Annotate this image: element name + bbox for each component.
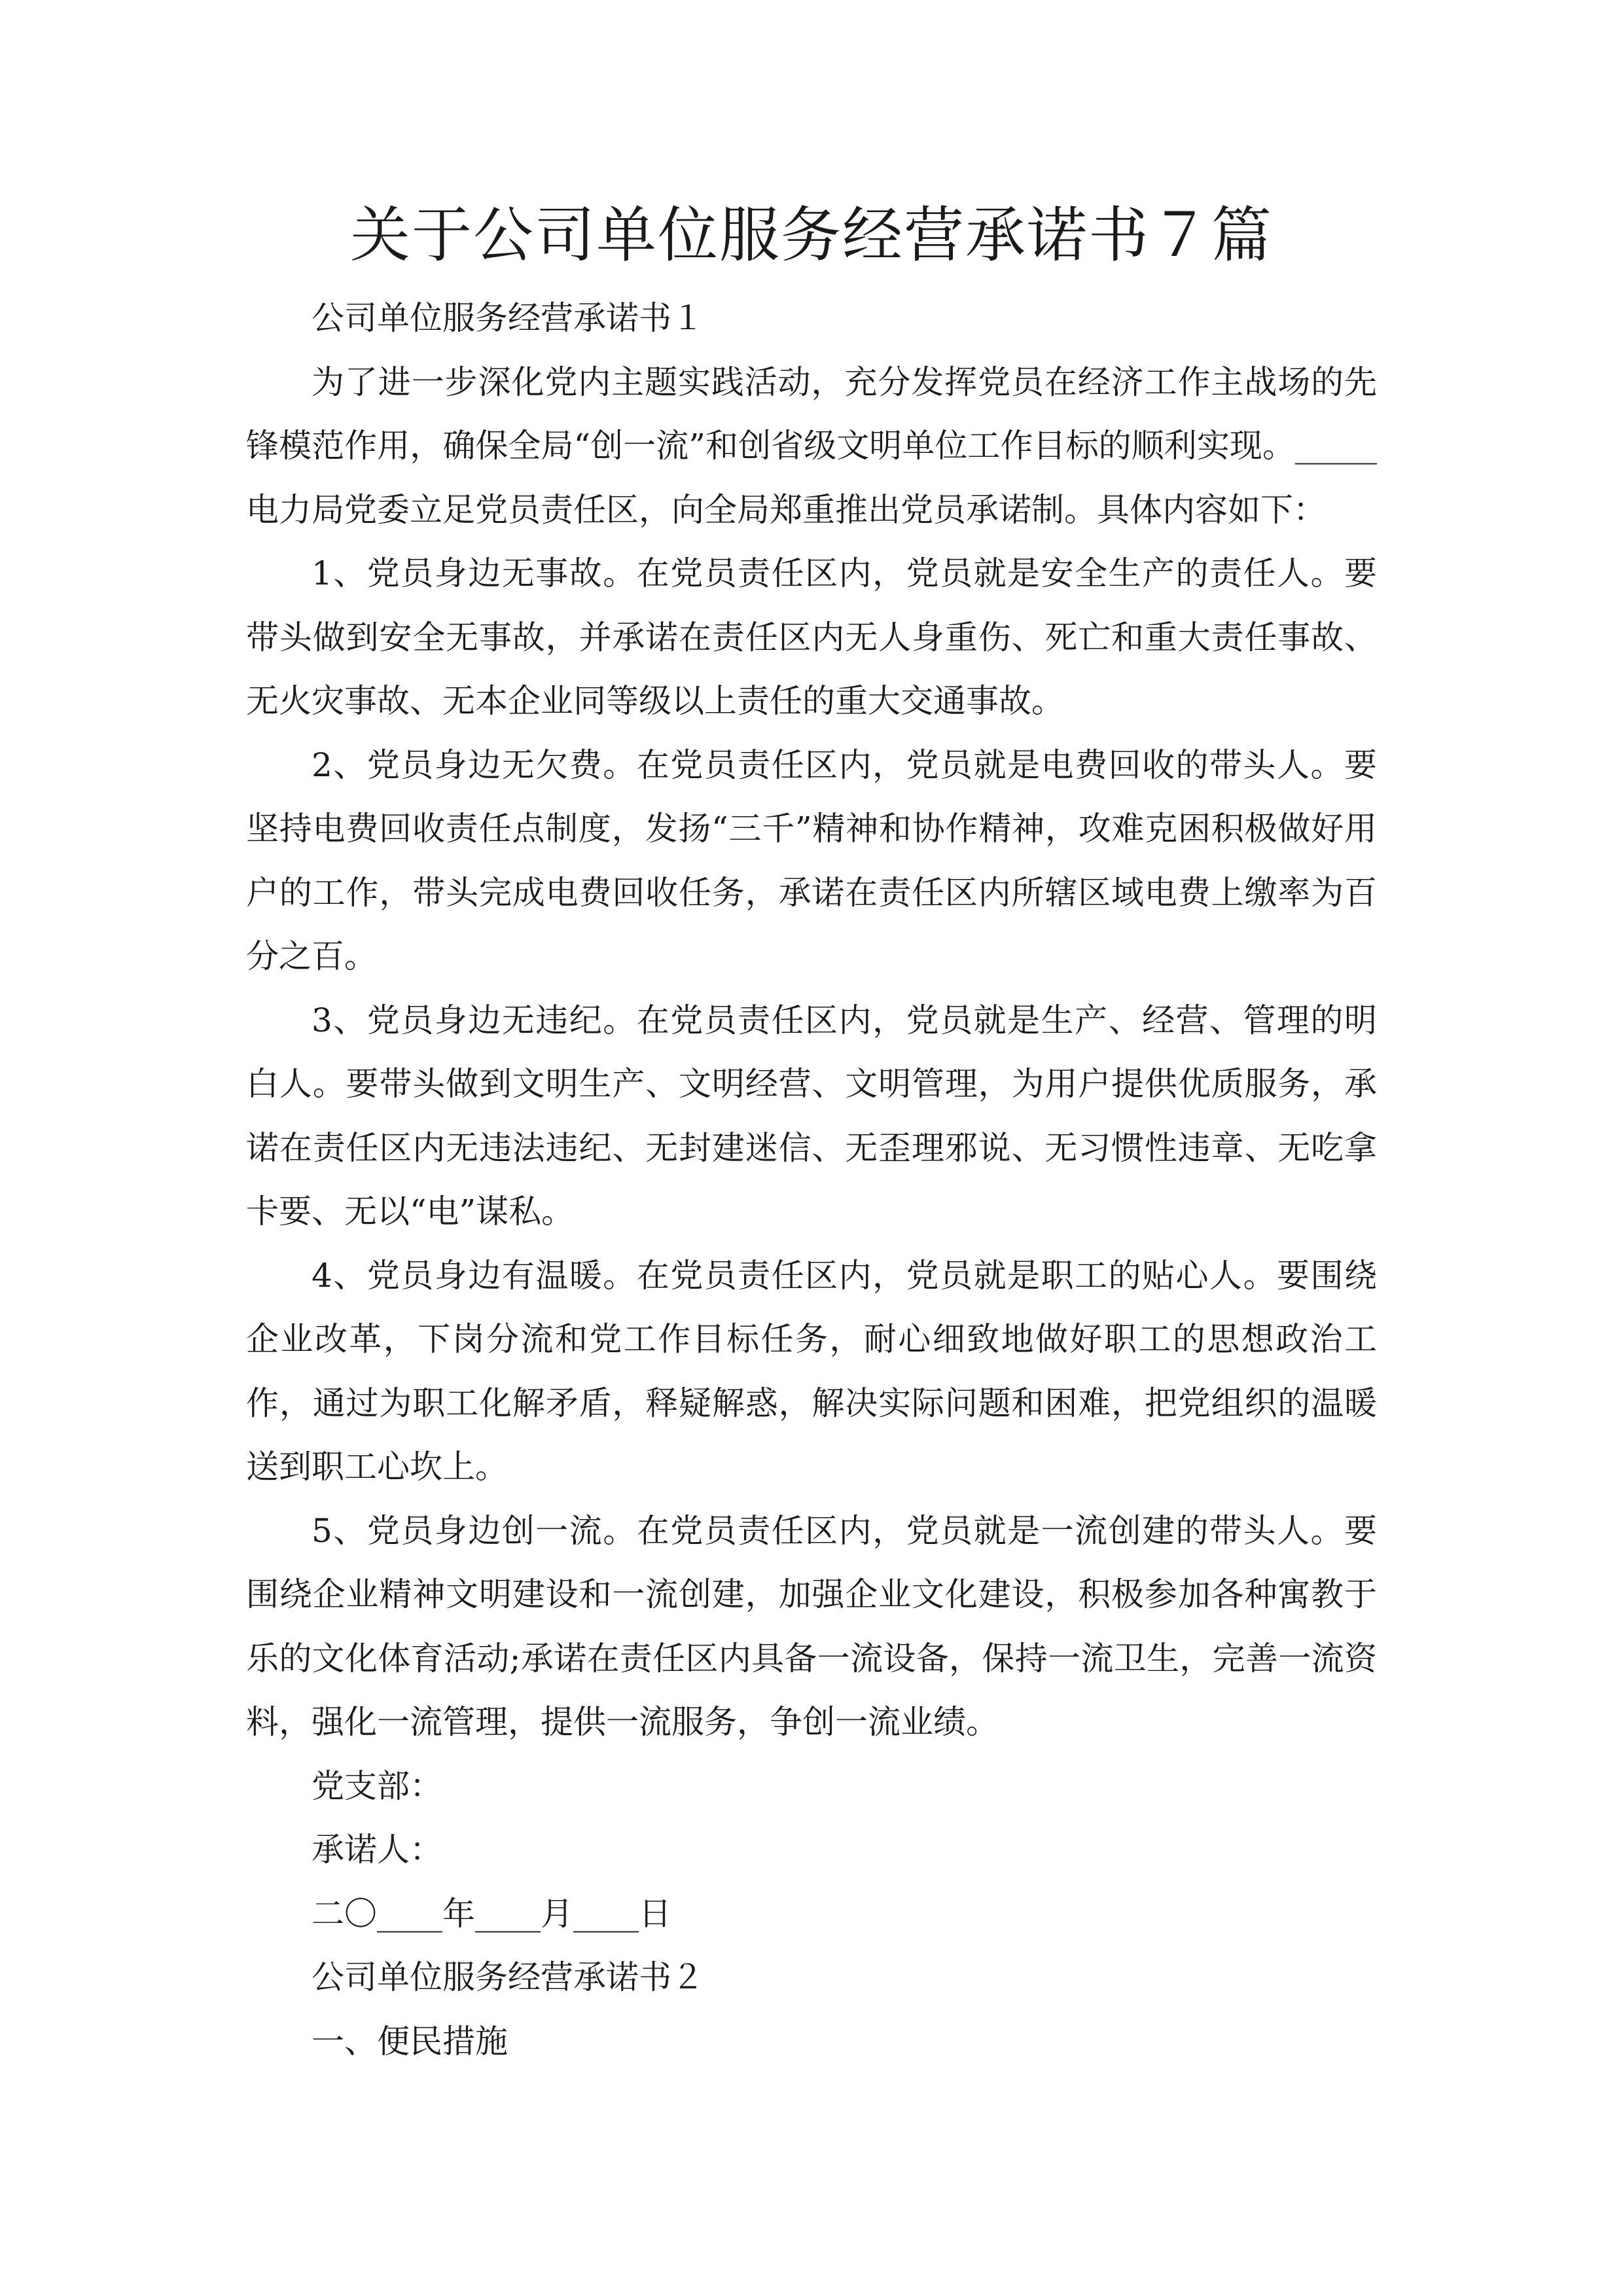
intro-paragraph: 为了进一步深化党内主题实践活动，充分发挥党员在经济工作主战场的先锋模范作用，确保全局“创一流”和创省级文明单位工作目标的顺利实现。_____电力局党委立足党员责任区，向全局郑重推出党员承诺制。具体内容如下： bbox=[246, 363, 1377, 529]
document-title: 关于公司单位服务经营承诺书７篇 bbox=[349, 200, 1273, 270]
commitment-item-1: 1、党员身边无事故。在党员责任区内，党员就是安全生产的责任人。要带头做到安全无事故，并承诺在责任区内无人身重伤、死亡和重大责任事故、无火灾事故、无本企业同等级以上责任的重大交通事故。 bbox=[246, 554, 1377, 720]
document-body bbox=[246, 287, 1377, 2073]
party-branch-line: 党支部： bbox=[312, 1767, 442, 1805]
subsection-heading-1: 一、便民措施 bbox=[312, 2022, 508, 2060]
date-line: 二〇____年____月____日 bbox=[312, 1894, 671, 1933]
commitment-item-3: 3、党员身边无违纪。在党员责任区内，党员就是生产、经营、管理的明白人。要带头做到文明生产、文明经营、文明管理，为用户提供优质服务，承诺在责任区内无违法违纪、无封建迷信、无歪理邪说、无习惯性违章、无吃拿卡要、无以“电”谋私。 bbox=[246, 1001, 1377, 1230]
commitment-item-4: 4、党员身边有温暖。在党员责任区内，党员就是职工的贴心人。要围绕企业改革，下岗分流和党工作目标任务，耐心细致地做好职工的思想政治工作，通过为职工化解矛盾，释疑解惑，解决实际问题和困难，把党组织的温暖送到职工心坎上。 bbox=[246, 1256, 1377, 1486]
commitment-item-2: 2、党员身边无欠费。在党员责任区内，党员就是电费回收的带头人。要坚持电费回收责任点制度，发扬“三千”精神和协作精神，攻难克困积极做好用户的工作，带头完成电费回收任务，承诺在责任区内所辖区域电费上缴率为百分之百。 bbox=[246, 745, 1377, 975]
section-heading-2: 公司单位服务经营承诺书２ bbox=[312, 1958, 704, 1996]
promiser-line: 承诺人： bbox=[312, 1831, 442, 1869]
section-heading-1: 公司单位服务经营承诺书１ bbox=[312, 299, 704, 337]
commitment-item-5: 5、党员身边创一流。在党员责任区内，党员就是一流创建的带头人。要围绕企业精神文明建设和一流创建，加强企业文化建设，积极参加各种寓教于乐的文化体育活动;承诺在责任区内具备一流设备，保持一流卫生，完善一流资料，强化一流管理，提供一流服务，争创一流业绩。 bbox=[246, 1511, 1377, 1741]
